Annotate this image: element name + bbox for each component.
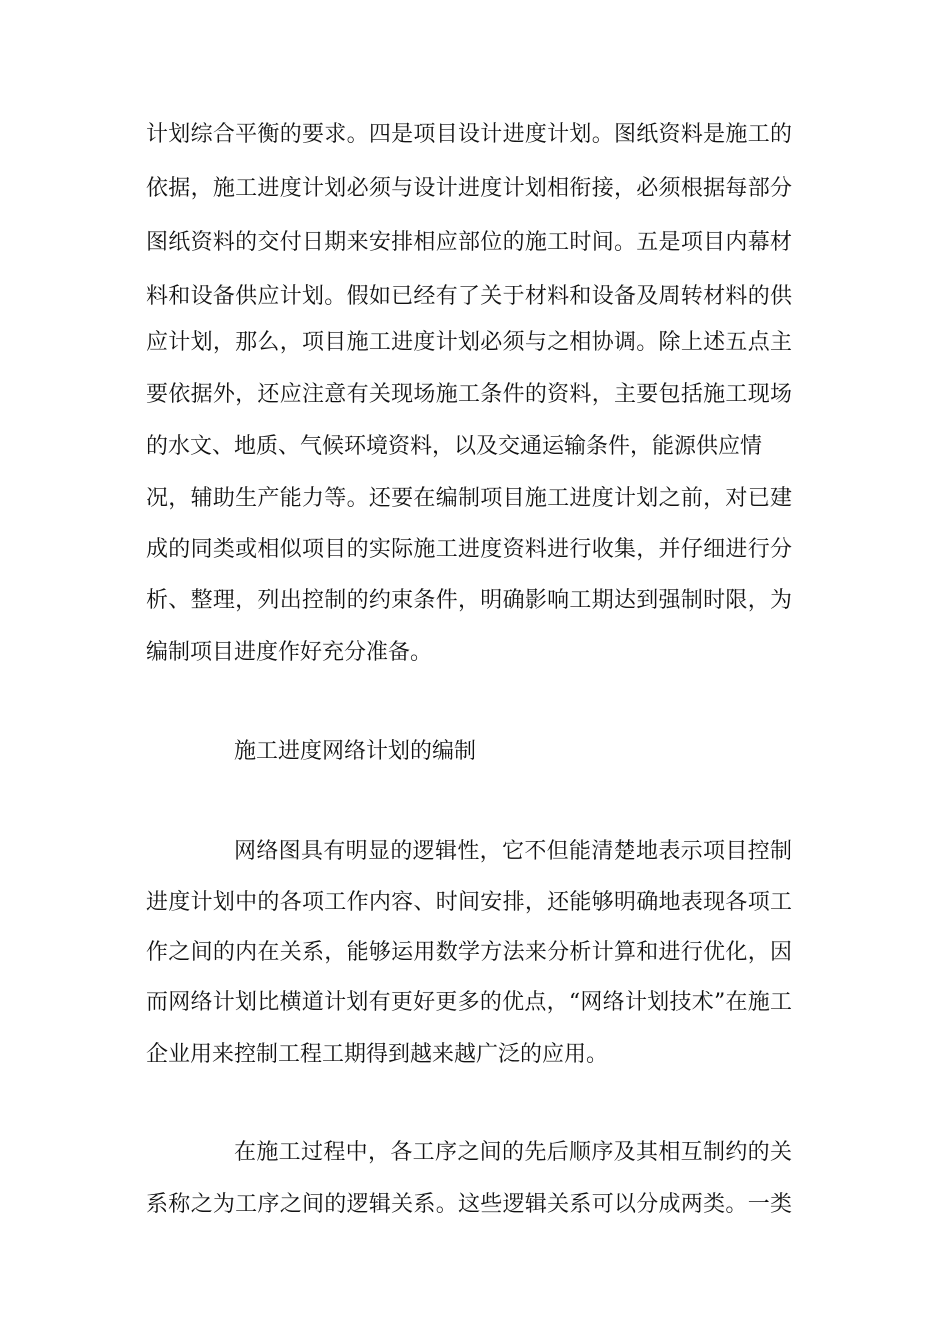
paragraph-2-line-5: 企业用来控制工程工期得到越来越广泛的应用。 [146, 1042, 609, 1067]
paragraph-1-line-8: 况，辅助生产能力等。还要在编制项目施工进度计划之前，对已建 [146, 486, 792, 511]
paragraph-1-line-5: 应计划，那么，项目施工进度计划必须与之相协调。除上述五点主 [146, 330, 792, 355]
paragraph-1-line-10: 析、整理，列出控制的约束条件，明确影响工期达到强制时限，为 [146, 588, 792, 613]
paragraph-2-line-3: 作之间的内在关系，能够运用数学方法来分析计算和进行优化，因 [146, 940, 792, 965]
paragraph-1-line-1: 计划综合平衡的要求。四是项目设计进度计划。图纸资料是施工的 [146, 122, 792, 147]
paragraph-3-line-2: 系称之为工序之间的逻辑关系。这些逻辑关系可以分成两类。一类 [146, 1192, 792, 1217]
paragraph-1-line-7: 的水文、地质、气候环境资料，以及交通运输条件，能源供应情 [146, 434, 763, 459]
paragraph-1-line-11: 编制项目进度作好充分准备。 [146, 640, 433, 665]
paragraph-1-line-4: 料和设备供应计划。假如已经有了关于材料和设备及周转材料的供 [146, 284, 792, 309]
paragraph-1-line-6: 要依据外，还应注意有关现场施工条件的资料，主要包括施工现场 [146, 382, 792, 407]
paragraph-1-line-9: 成的同类或相似项目的实际施工进度资料进行收集，并仔细进行分 [146, 537, 792, 562]
paragraph-1-line-3: 图纸资料的交付日期来安排相应部位的施工时间。五是项目内幕材 [146, 230, 792, 255]
paragraph-2-line-4: 而网络计划比横道计划有更好更多的优点，“网络计划技术”在施工 [146, 990, 792, 1015]
paragraph-2-line-1: 网络图具有明显的逻辑性，它不但能清楚地表示项目控制 [234, 839, 792, 864]
paragraph-2-line-2: 进度计划中的各项工作内容、时间安排，还能够明确地表现各项工 [146, 890, 792, 915]
section-heading: 施工进度网络计划的编制 [234, 739, 477, 764]
paragraph-1-line-2: 依据，施工进度计划必须与设计进度计划相衔接，必须根据每部分 [146, 176, 792, 201]
paragraph-3-line-1: 在施工过程中，各工序之间的先后顺序及其相互制约的关 [234, 1140, 792, 1165]
